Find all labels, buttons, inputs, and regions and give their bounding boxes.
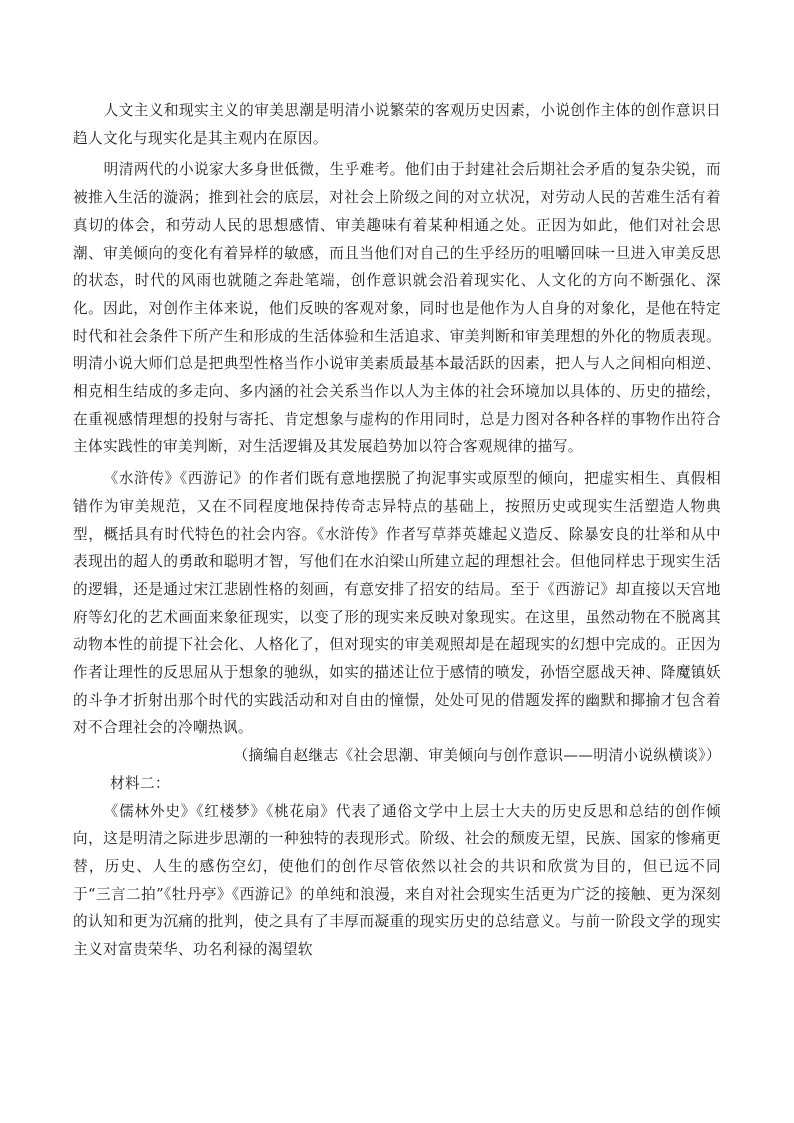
paragraph-1: 人文主义和现实主义的审美思潮是明清小说繁荣的客观历史因素，小说创作主体的创作意识日趋人文化与现实化是其主观内在原因。 [73, 102, 721, 147]
paragraph-2: 明清两代的小说家大多身世低微，生乎难考。他们由于封建社会后期社会矛盾的复杂尖锐，而被推入生活的漩涡；推到社会的底层，对社会上阶级之间的对立状况，对劳动人民的苦难生活有着真切的体会，和劳动人民的思想感情、审美趣味有着某种相通之处。正因为如此，他们对社会思潮、审美倾向的变化有着异样的敏感，而且当他们对自己的生乎经历的咀嚼回味一旦进入审美反思的状态，时代的风雨也就随之奔赴笔端，创作意识就会沿着现实化、人文化的方向不断强化、深化。因此，对创作主体来说，他们反映的客观对象，同时也是他作为人自身的对象化，是他在特定时代和社会条件下所产生和形成的生活体验和生活追求、审美判断和审美理想的外化的物质表现。明清小说大师们总是把典型性格当作小说审美素质最基本最活跃的因素，把人与人之间相向相逆、相克相生结成的多走向、多内涵的社会关系当作以人为主体的社会环境加以具体的、历史的描绘，在重视感情理想的投射与寄托、肯定想象与虚构的作用同时，总是力图对各种各样的事物作出符合主体实践性的审美判断，对生活逻辑及其发展趋势加以符合客观规律的描写。 [73, 161, 721, 456]
source-citation: （摘编自赵继志《社会思潮、审美倾向与创作意识——明清小说纵横谈》） [233, 747, 721, 765]
material-two-label: 材料二： [110, 774, 170, 792]
paragraph-3: 《水浒传》《西游记》的作者们既有意地摆脱了拘泥事实或原型的倾向，把虚实相生、真假相错作为审美规范，又在不同程度地保持传奇志异特点的基础上，按照历史或现实生活塑造人物典型，概括具有时代特色的社会内容。《水浒传》作者写草莽英雄起义造反、除暴安良的壮举和从中表现出的超人的勇敢和聪明才智，写他们在水泊梁山所建立起的理想社会。但他同样忠于现实生活的逻辑，还是通过宋江悲剧性格的刻画，有意安排了招安的结局。至于《西游记》却直接以天宫地府等幻化的艺术画面来象征现实，以变了形的现实来反映对象现实。在这里，虽然动物在不脱离其动物本性的前提下社会化、人格化了，但对现实的审美观照却是在超现实的幻想中完成的。正因为作者让理性的反思屈从于想象的驰纵，如实的描述让位于感情的喷发，孙悟空愿战天神、降魔镇妖的斗争才折射出那个时代的实践活动和对自由的憧憬，处处可见的借题发挥的幽默和揶揄才包含着对不合理社会的冷嘲热讽。 [73, 470, 721, 737]
paragraph-4: 《儒林外史》《红楼梦》《桃花扇》代表了通俗文学中上层士大夫的历史反思和总结的创作倾向，这是明清之际进步思潮的一种独特的表现形式。阶级、社会的颓废无望，民族、国家的惨痛更替，历史、人生的感伤空幻，使他们的创作尽管依然以社会的共识和欣赏为目的，但已远不同于“三言二拍”《牡丹亭》《西游记》的单纯和浪漫，来自对社会现实生活更为广泛的接触、更为深刻的认知和更为沉痛的批判，使之具有了丰厚而凝重的现实历史的总结意义。与前一阶段文学的现实主义对富贵荣华、功名利禄的渴望软 [73, 802, 721, 959]
